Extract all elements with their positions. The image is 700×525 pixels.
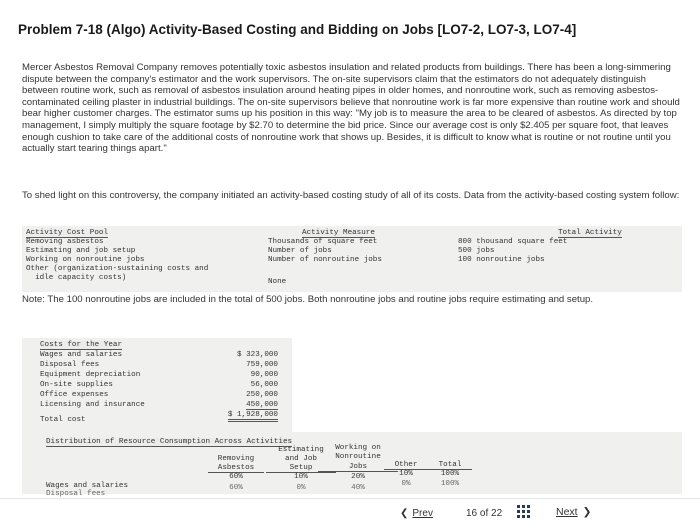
- distribution-title: Distribution of Resource Consumption Across Activities: [46, 438, 293, 446]
- dist-header-other: Other: [384, 461, 428, 470]
- activity-pool-3: Other (organization-sustaining costs and: [26, 265, 209, 273]
- costs-table: [22, 338, 292, 434]
- page-current: 16: [466, 508, 478, 519]
- question-grid-icon[interactable]: [517, 505, 531, 519]
- dist-row-0-estimating: 10%: [294, 473, 308, 481]
- activity-pool-0: Removing asbestos: [26, 238, 104, 246]
- next-label: Next: [556, 506, 578, 518]
- prev-button[interactable]: [400, 508, 433, 519]
- cost-label-2: Equipment depreciation: [40, 371, 141, 379]
- activity-measure-0: Thousands of square feet: [268, 238, 378, 246]
- cost-value-2: 90,000: [250, 371, 278, 379]
- dist-header-working-3: Jobs: [318, 463, 398, 472]
- activity-total-2: 100 nonroutine jobs: [458, 256, 545, 264]
- dist-header-removing-2: Asbestos: [208, 464, 264, 473]
- cost-label-5: Licensing and insurance: [40, 401, 145, 409]
- activity-table: [22, 226, 682, 292]
- cost-value-5-text: 450,000: [246, 401, 278, 409]
- footer-divider: [0, 498, 700, 499]
- activity-pool-2: Working on nonroutine jobs: [26, 256, 145, 264]
- cost-value-5: [218, 401, 278, 410]
- dist-header-total: Total: [428, 461, 472, 470]
- dist-header-removing-1: Removing: [217, 455, 255, 463]
- dist-row-0-removing: 60%: [229, 473, 243, 481]
- dist-row-1-working: 40%: [351, 484, 365, 492]
- cost-value-4: 250,000: [246, 391, 278, 399]
- activity-header-total: Total Activity: [558, 229, 622, 237]
- cost-label-0: Wages and salaries: [40, 351, 123, 359]
- dist-row-1-total: 100%: [440, 480, 460, 488]
- activity-measure-1: Number of jobs: [268, 247, 332, 255]
- dist-header-working-1: Working on: [335, 444, 381, 452]
- activity-header-pool: Activity Cost Pool: [26, 229, 109, 237]
- cost-label-1: Disposal fees: [40, 361, 100, 369]
- dist-row-1-estimating: 0%: [296, 484, 306, 492]
- dist-row-0-other: 10%: [399, 470, 413, 478]
- activity-pool-1: Estimating and job setup: [26, 247, 136, 255]
- cost-total-value: [208, 411, 278, 419]
- dist-header-estimating-3: Setup: [266, 464, 336, 473]
- next-button[interactable]: [556, 506, 591, 518]
- activity-total-1: 500 jobs: [458, 247, 495, 255]
- activity-measure-4: None: [268, 278, 287, 286]
- chevron-left-icon: ❮: [400, 508, 409, 519]
- distribution-table: [22, 432, 682, 498]
- chevron-right-icon: ❯: [582, 506, 592, 518]
- dist-row-label-0: Wages and salaries: [46, 482, 129, 490]
- page-total: 22: [491, 508, 503, 519]
- dist-row-0-working: 20%: [351, 473, 365, 481]
- cost-value-0: $ 323,000: [236, 351, 278, 359]
- study-paragraph: To shed light on this controversy, the company initiated an activity-based costing study of all of its costs. Data from the activity-based costing system follow:: [22, 190, 680, 201]
- cost-value-3: 56,000: [250, 381, 278, 389]
- dist-header-estimating-1: Estimating: [278, 446, 324, 454]
- cost-value-1: 759,000: [246, 361, 278, 369]
- intro-paragraph: Mercer Asbestos Removal Company removes potentially toxic asbestos insulation and related products from buildings. There has been a long-simmering dispute between the company's estimator and the work supervisors. The on-site supervisors claim that the estimators do not adequately distinguish between routine work, such as removal of asbestos insulation around heating pipes in older homes, and nonroutine work, such as removing asbestos-contaminated ceiling plaster in industrial buildings. The on-site supervisors believe that nonroutine work is far more expensive than routine work and should bear higher customer charges. The estimator sums up his position in this way: "My job is to measure the area to be cleared of asbestos. As directed by top management, I simply multiply the square footage by $2.70 to determine the bid price. Since our average cost is only $2.405 per square foot, that leaves enough cushion to take care of the additional costs of nonroutine work that shows up. Besides, it is difficult to know what is routine or not routine until you actually start tearing things apart.": [22, 62, 680, 155]
- page-counter: [466, 508, 502, 519]
- activity-pool-4: idle capacity costs): [26, 274, 127, 282]
- dist-row-1-other: 0%: [401, 480, 411, 488]
- cost-label-4: Office expenses: [40, 391, 109, 399]
- note-paragraph: Note: The 100 nonroutine jobs are included in the total of 500 jobs. Both nonroutine jobs and routine jobs require estimating and setup.: [22, 294, 594, 305]
- dist-header-estimating-2: and Job: [285, 455, 317, 463]
- prev-label: Prev: [412, 508, 433, 519]
- activity-header-measure: Activity Measure: [302, 229, 375, 237]
- dist-header-working-2: Nonroutine: [335, 453, 381, 461]
- page-of: of: [479, 508, 489, 519]
- activity-total-0: 800 thousand square feet: [458, 238, 568, 246]
- problem-title: Problem 7-18 (Algo) Activity-Based Costing and Bidding on Jobs [LO7-2, LO7-3, LO7-4]: [18, 22, 577, 37]
- costs-header: Costs for the Year: [40, 341, 123, 349]
- dist-row-1-removing: 60%: [229, 484, 243, 492]
- cost-total-label: Total cost: [40, 416, 86, 424]
- dist-row-0-total: 100%: [440, 470, 460, 478]
- activity-measure-2: Number of nonroutine jobs: [268, 256, 382, 264]
- dist-row-label-1: Disposal fees: [46, 490, 106, 498]
- cost-label-3: On-site supplies: [40, 381, 113, 389]
- cost-total-value-text: $ 1,928,000: [228, 411, 278, 422]
